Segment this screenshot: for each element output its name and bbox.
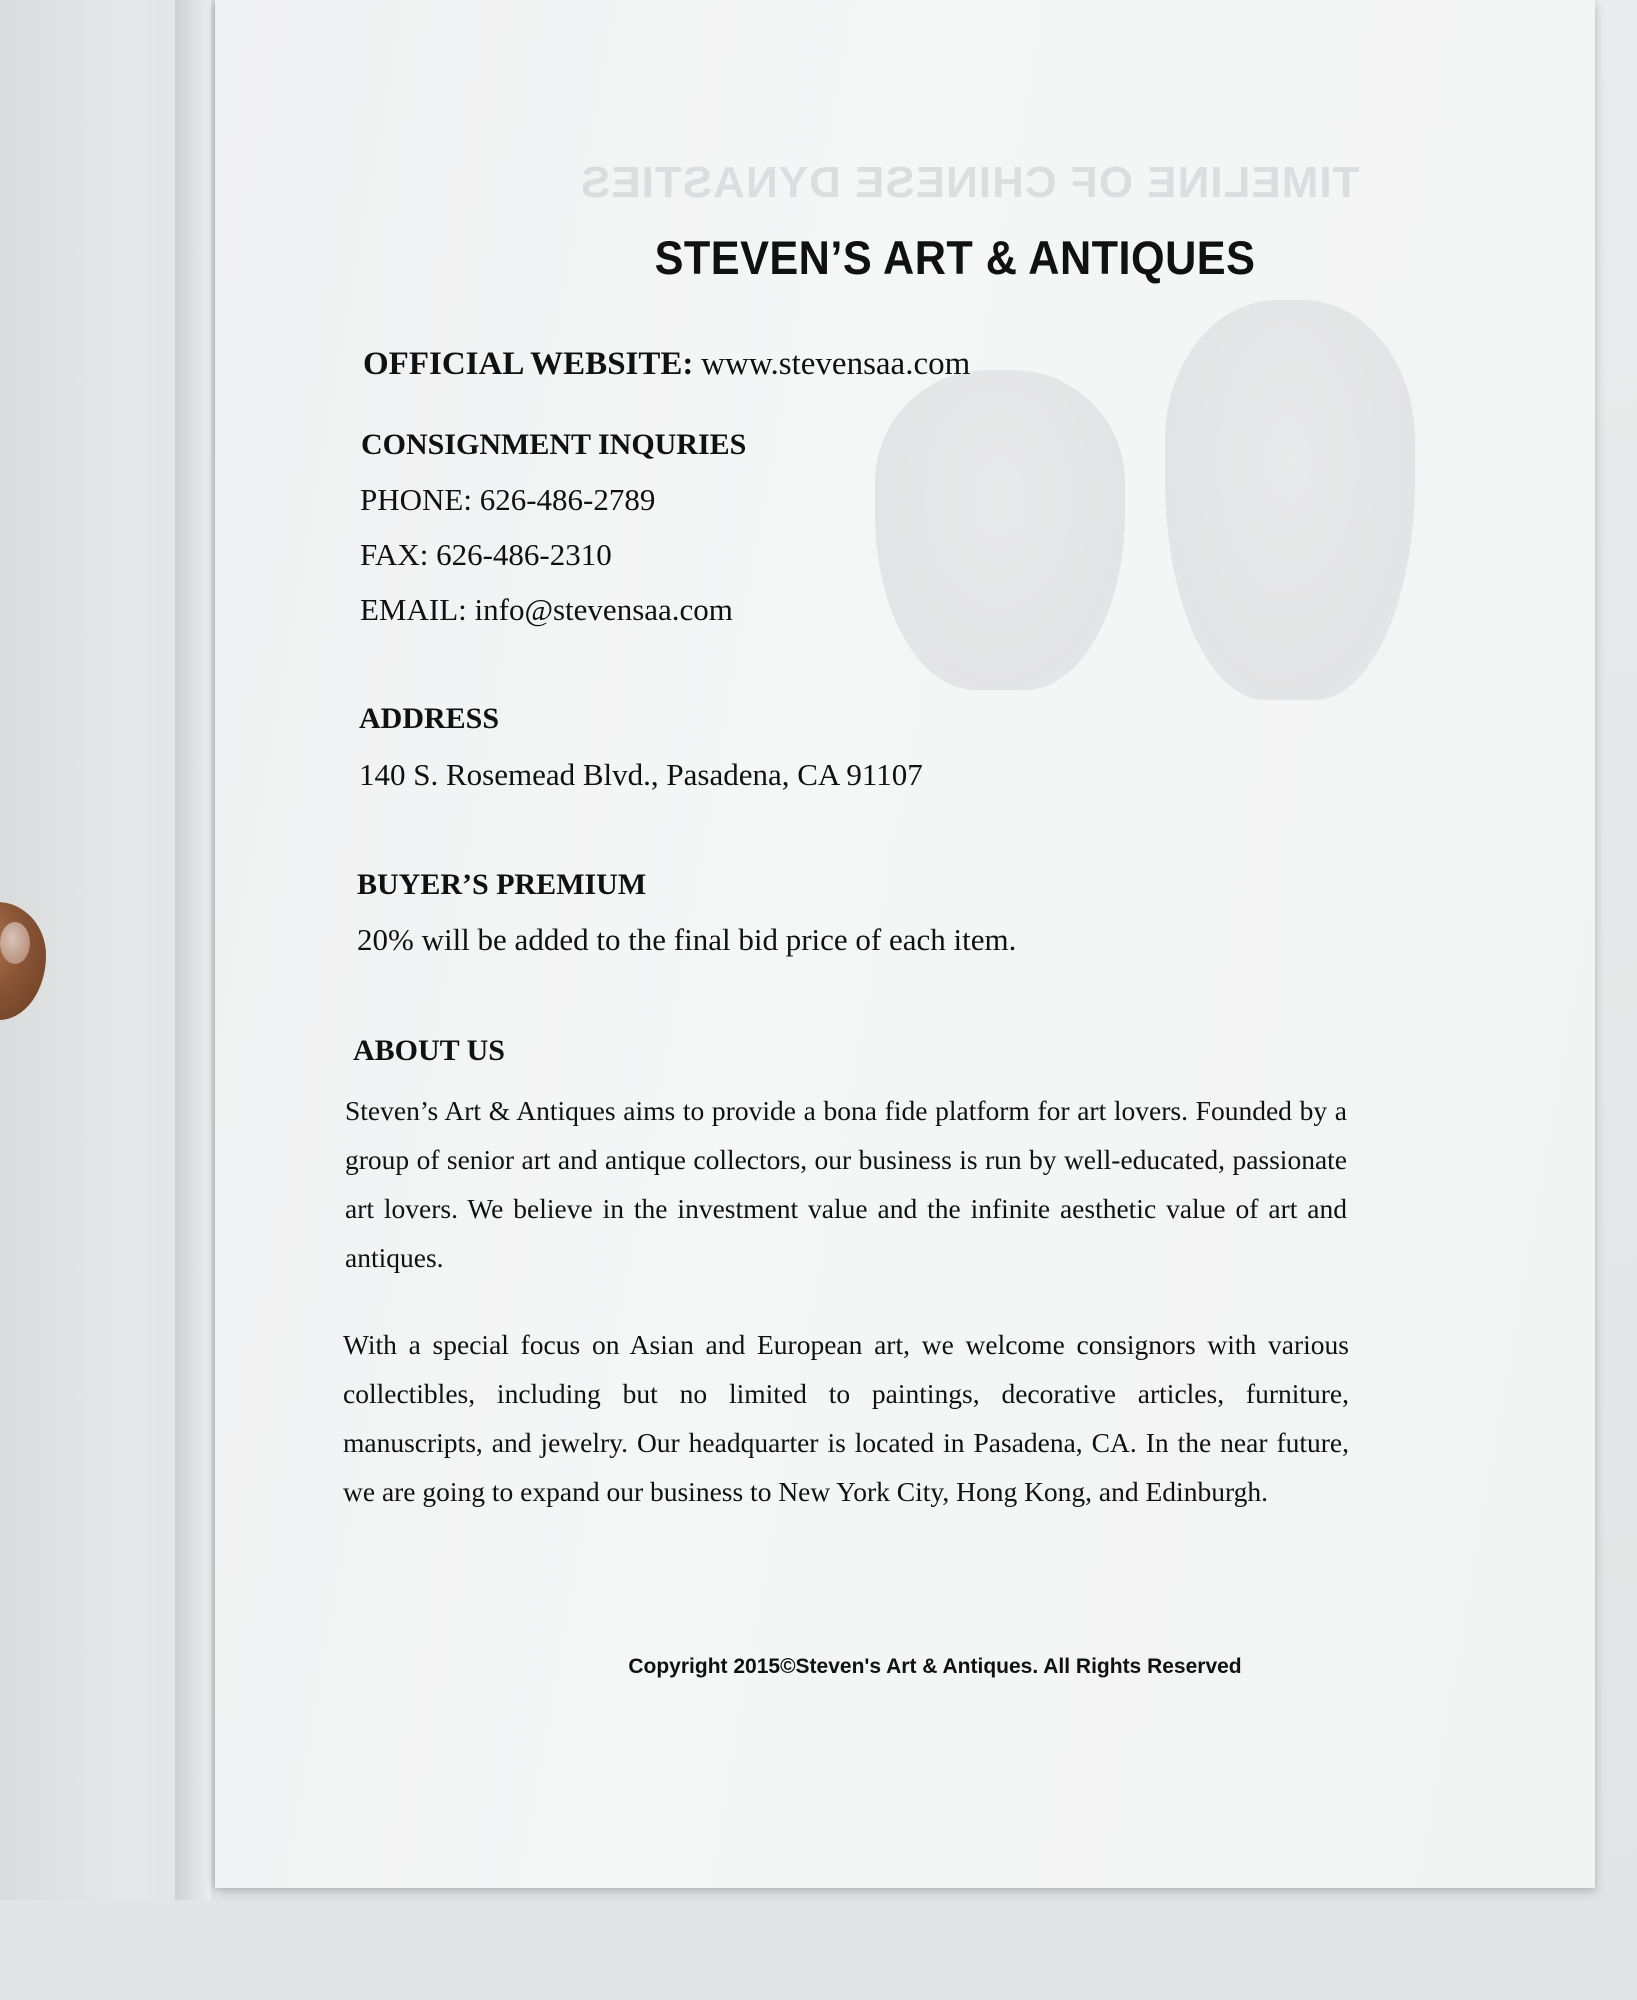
website-line (363, 346, 970, 383)
consignment-fax: FAX: 626-486-2310 (360, 537, 612, 572)
page-title: STEVEN’S ART & ANTIQUES (654, 231, 1256, 284)
consignment-heading: CONSIGNMENT INQURIES (361, 428, 747, 461)
about-paragraph-1: Steven’s Art & Antiques aims to provide a bona fide platform for art lovers. Founded by a group of senior art and antique collectors, our business is run by well-educated, passionate art lovers. We believe in the investment value and the infinite aesthetic value of art and antiques. (345, 1095, 1347, 1273)
buyers-premium-heading: BUYER’S PREMIUM (357, 868, 647, 901)
about-heading: ABOUT US (353, 1034, 505, 1067)
facing-page-edge (175, 0, 211, 1900)
consignment-phone: PHONE: 626-486-2789 (360, 482, 656, 517)
website-label: OFFICIAL WEBSITE: (363, 346, 694, 382)
copyright-footer: Copyright 2015©Steven's Art & Antiques. All Rights Reserved (628, 1655, 1242, 1678)
address-value: 140 S. Rosemead Blvd., Pasadena, CA 91107 (359, 757, 923, 792)
thumbnail-nail (0, 922, 30, 964)
website-link[interactable]: www.stevensaa.com (701, 346, 971, 382)
consignment-email[interactable]: EMAIL: info@stevensaa.com (360, 592, 733, 627)
address-heading: ADDRESS (359, 702, 500, 735)
about-paragraph-2: With a special focus on Asian and European art, we welcome consignors with various collectibles, including but no limited to paintings, decorative articles, furniture, manuscripts, and jewelry. Our headquarter is located in Pasadena, CA. In the near future, we are going to expand our business to New York City, Hong Kong, and Edinburgh. (343, 1329, 1349, 1507)
page-content (215, 0, 1595, 1888)
buyers-premium-text: 20% will be added to the final bid price of each item. (357, 922, 1017, 957)
document-page (215, 0, 1595, 1888)
show-through-title: TIMELINE OF CHINESE DYNASTIES (580, 158, 1360, 207)
